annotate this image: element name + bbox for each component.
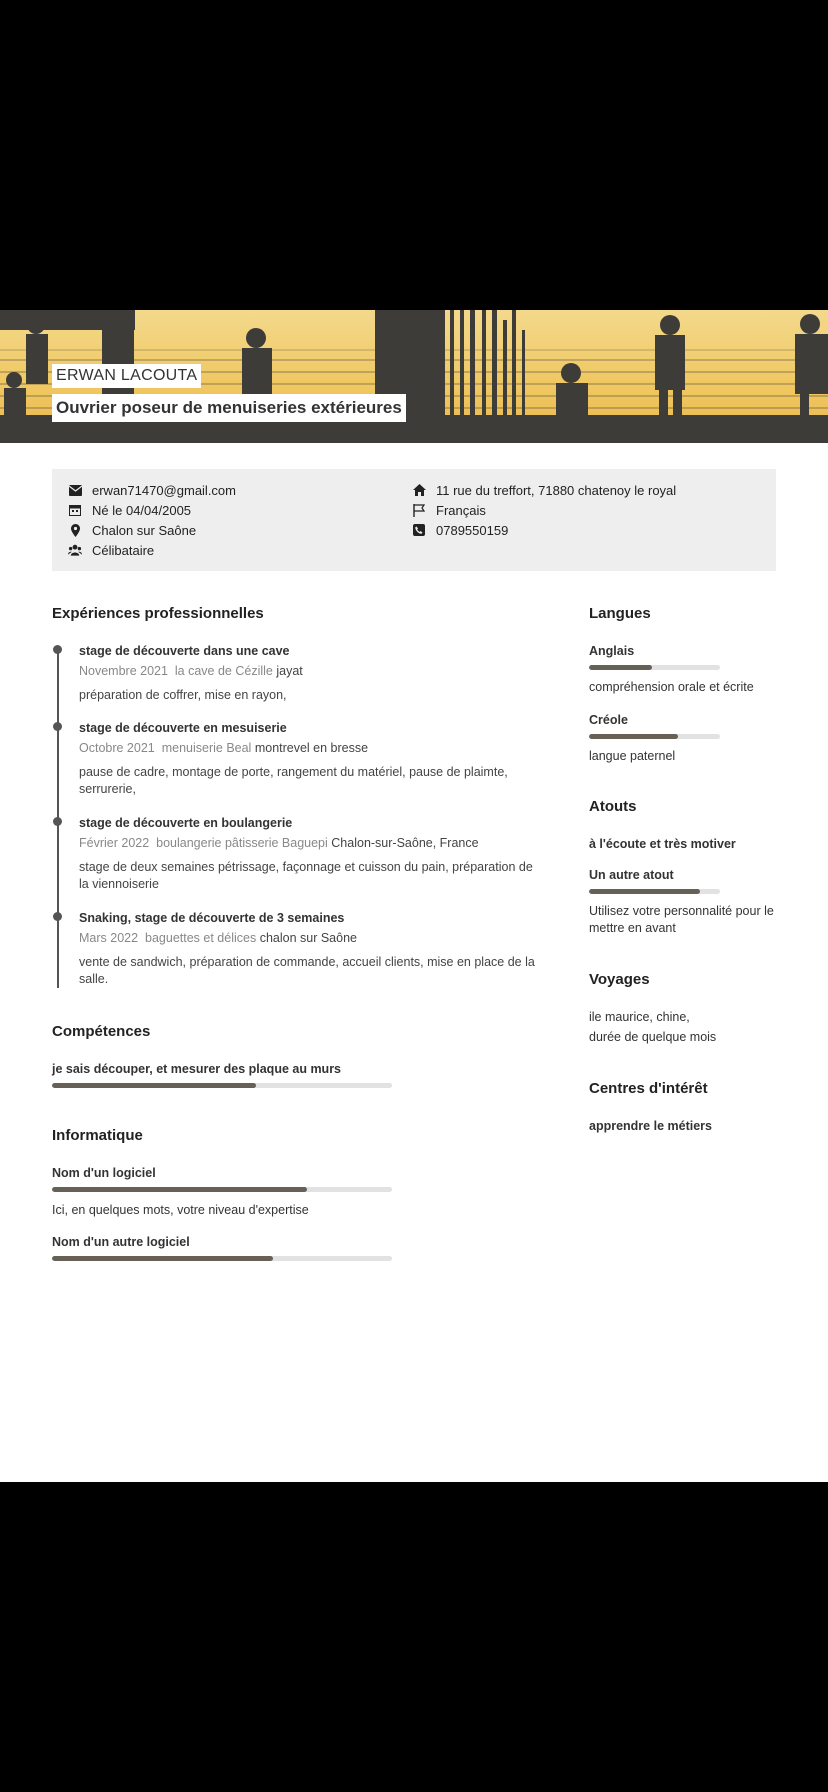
interest-item: apprendre le métiers (589, 1119, 712, 1133)
skill-level-bar (52, 1083, 392, 1088)
language-text: Français (436, 502, 486, 518)
language-level-fill (589, 734, 678, 739)
map-pin-icon (68, 523, 82, 537)
contact-city (68, 521, 196, 539)
experience-place: Chalon-sur-Saône, France (331, 836, 479, 850)
asset-level-fill (589, 889, 700, 894)
experience-heading: Expériences professionnelles (52, 605, 264, 622)
skill-label: je sais découper, et mesurer des plaque au murs (52, 1062, 342, 1076)
software-label: Nom d'un autre logiciel (52, 1235, 190, 1249)
software-note: Ici, en quelques mots, votre niveau d'expertise (52, 1203, 309, 1217)
languages-heading: Langues (589, 605, 651, 622)
contact-status (68, 541, 154, 559)
assets-heading: Atouts (589, 798, 637, 815)
software-level-fill (52, 1187, 307, 1192)
experience-place: jayat (276, 664, 303, 678)
software-heading: Informatique (52, 1127, 143, 1144)
contact-address (412, 481, 676, 499)
email-text: erwan71470@gmail.com (92, 482, 236, 498)
experience-place: montrevel en bresse (254, 741, 369, 755)
experience-title: Snaking, stage de découverte de 3 semaines (79, 911, 345, 925)
home-icon (412, 483, 426, 497)
language-note: langue paternel (589, 749, 676, 763)
experience-employer: boulangerie pâtisserie Baguepi (156, 836, 328, 850)
software-label: Nom d'un logiciel (52, 1166, 156, 1180)
experience-date: Mars 2022 (79, 931, 139, 945)
contact-info-box (52, 469, 776, 571)
experience-description: stage de deux semaines pétrissage, façonnage et cuisson du pain, préparation de la viennoiserie (79, 860, 533, 891)
skill-level-fill (52, 1083, 256, 1088)
experience-place: chalon sur Saône (259, 931, 357, 945)
experience-meta (79, 664, 303, 678)
contact-birth (68, 501, 191, 519)
timeline-dot (53, 912, 62, 921)
language-label: Créole (589, 713, 628, 727)
resume-page (0, 310, 828, 1482)
interests-heading: Centres d'intérêt (589, 1080, 708, 1097)
experience-employer: baguettes et délices (145, 931, 257, 945)
travel-line: durée de quelque mois (589, 1030, 717, 1044)
software-level-bar (52, 1187, 392, 1192)
experience-date: Février 2022 (79, 836, 150, 850)
timeline-dot (53, 817, 62, 826)
city-text: Chalon sur Saône (92, 522, 197, 538)
asset-label: Un autre atout (589, 868, 674, 882)
experience-date: Novembre 2021 (79, 664, 168, 678)
phone-text: 0789550159 (436, 522, 509, 538)
asset-level-bar (589, 889, 720, 894)
header-banner (0, 310, 828, 443)
address-text: 11 rue du treffort, 71880 chatenoy le royal (436, 482, 677, 498)
job-title: Ouvrier poseur de menuiseries extérieures (52, 394, 406, 422)
flag-icon (412, 503, 426, 517)
calendar-icon (68, 503, 82, 517)
skills-heading: Compétences (52, 1023, 151, 1040)
envelope-icon (68, 483, 82, 497)
experience-meta (79, 931, 357, 945)
status-text: Célibataire (92, 542, 155, 558)
language-level-bar (589, 665, 720, 670)
travel-heading: Voyages (589, 971, 650, 988)
contact-email (68, 481, 236, 499)
experience-description: vente de sandwich, préparation de commande, accueil clients, mise en place de la salle. (79, 955, 535, 986)
contact-language (412, 501, 486, 519)
asset-item: à l'écoute et très motiver (589, 837, 736, 851)
experience-date: Octobre 2021 (79, 741, 155, 755)
experience-title: stage de découverte en mesuiserie (79, 721, 287, 735)
contact-phone (412, 521, 508, 539)
software-level-bar (52, 1256, 392, 1261)
language-level-bar (589, 734, 720, 739)
language-note: compréhension orale et écrite (589, 680, 754, 694)
experience-description: préparation de coffrer, mise en rayon, (79, 688, 287, 702)
experience-title: stage de découverte en boulangerie (79, 816, 293, 830)
candidate-name: ERWAN LACOUTA (52, 364, 201, 388)
experience-meta (79, 741, 368, 755)
experience-description: pause de cadre, montage de porte, rangement du matériel, pause de plaimte, serrurerie, (79, 765, 508, 796)
timeline-dot (53, 645, 62, 654)
software-level-fill (52, 1256, 273, 1261)
travel-line: ile maurice, chine, (589, 1010, 690, 1024)
experience-title: stage de découverte dans une cave (79, 644, 290, 658)
experience-employer: la cave de Cézille (174, 664, 273, 678)
experience-employer: menuiserie Beal (161, 741, 252, 755)
experience-meta (79, 836, 479, 850)
users-icon (68, 543, 82, 557)
birth-text: Né le 04/04/2005 (92, 502, 192, 518)
timeline-dot (53, 722, 62, 731)
language-level-fill (589, 665, 652, 670)
asset-note: Utilisez votre personnalité pour le mettre en avant (589, 904, 774, 935)
language-label: Anglais (589, 644, 635, 658)
phone-icon (412, 523, 426, 537)
